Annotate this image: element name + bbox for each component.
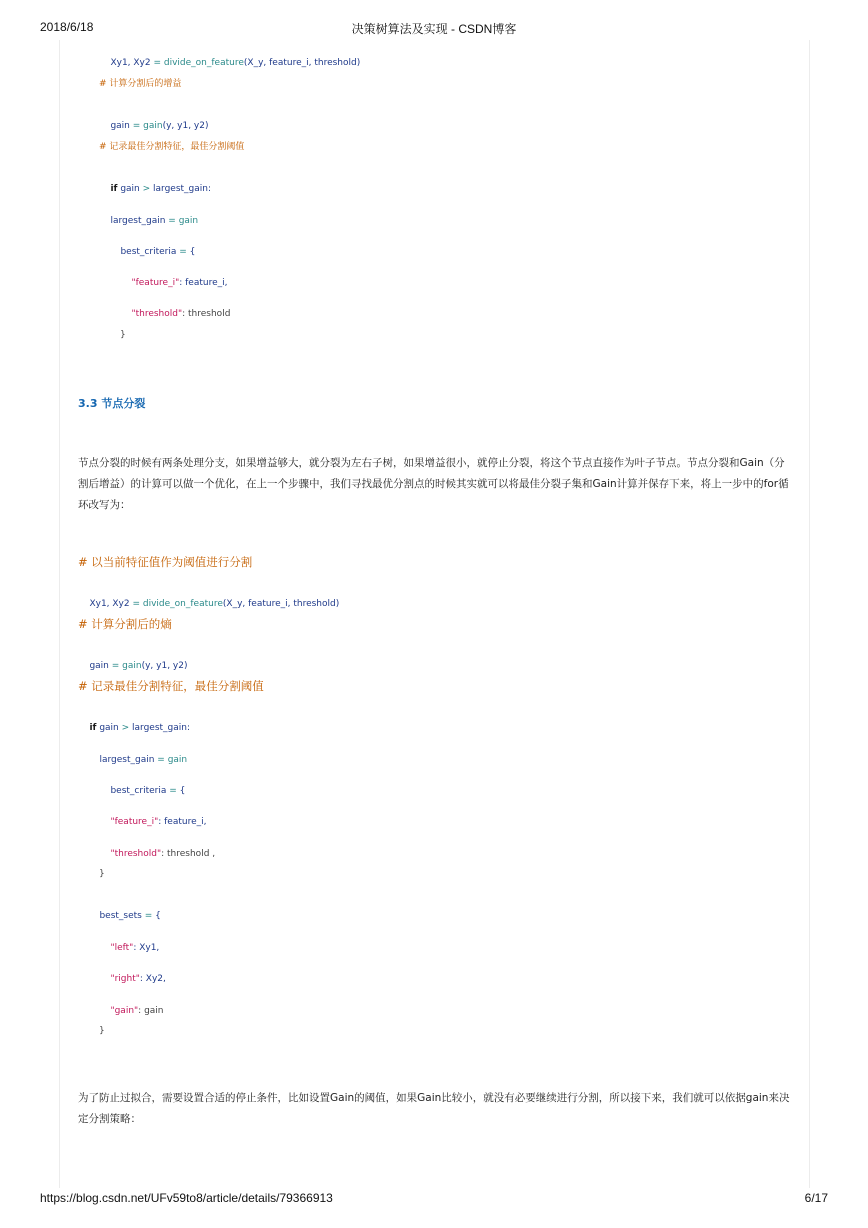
code-line: "left": Xy1, <box>110 942 160 953</box>
code-line: gain = gain(y, y1, y2) <box>89 660 188 671</box>
code-comment: # 计算分割后的增益 <box>99 79 182 89</box>
print-header <box>0 20 868 36</box>
code-line: "feature_i": feature_i, <box>110 816 207 827</box>
article-body <box>59 40 810 1188</box>
code-line: Xy1, Xy2 = divide_on_feature(X_y, feature_i, threshold) <box>110 57 361 68</box>
code-line: largest_gain = gain <box>99 754 188 765</box>
section-title: 3.3 节点分裂 <box>78 397 146 410</box>
code-line: "right": Xy2, <box>110 973 166 984</box>
print-date: 2018/6/18 <box>40 20 94 34</box>
print-title: 决策树算法及实现 - CSDN博客 <box>351 22 517 36</box>
code-comment: # 记录最佳分割特征，最佳分割阈值 <box>99 142 245 152</box>
code-comment: # 记录最佳分割特征，最佳分割阈值 <box>78 679 264 693</box>
code-line: "feature_i": feature_i, <box>131 277 228 288</box>
code-line: if gain > largest_gain: <box>89 722 191 733</box>
code-comment: # 以当前特征值作为阈值进行分割 <box>78 555 253 569</box>
print-page-number: 6/17 <box>804 1191 828 1205</box>
code-line: "threshold": threshold , <box>110 848 216 859</box>
print-url: https://blog.csdn.net/UFv59to8/article/details/79366913 <box>40 1191 333 1205</box>
code-line: } <box>99 1026 105 1036</box>
code-line: } <box>120 330 126 340</box>
print-footer <box>0 1191 868 1207</box>
code-line: } <box>99 869 105 879</box>
code-line: gain = gain(y, y1, y2) <box>110 120 209 131</box>
paragraph: 节点分裂的时候有两条处理分支，如果增益够大，就分裂为左右子树，如果增益很小，就停止分裂，将这个节点直接作为叶子节点。节点分裂和Gain（分割后增益）的计算可以做一个优化，在上一个步骤中，我们寻找最优分割点的时候其实就可以将最佳分裂子集和Gain计算并保存下来，将上一步中的for循环改写为： <box>78 457 789 511</box>
code-line: best_criteria = { <box>110 785 186 796</box>
paragraph: 为了防止过拟合，需要设置合适的停止条件，比如设置Gain的阈值，如果Gain比较小，就没有必要继续进行分割，所以接下来，我们就可以依据gain来决定分割策略： <box>78 1092 790 1125</box>
code-comment: # 计算分割后的熵 <box>78 617 172 631</box>
code-line: best_sets = { <box>99 910 161 921</box>
code-line: if gain > largest_gain: <box>110 183 212 194</box>
code-line: Xy1, Xy2 = divide_on_feature(X_y, feature_i, threshold) <box>89 598 340 609</box>
code-line: largest_gain = gain <box>110 215 199 226</box>
code-line: best_criteria = { <box>120 246 196 257</box>
code-line: "threshold": threshold <box>131 308 231 319</box>
code-line: "gain": gain <box>110 1005 164 1016</box>
